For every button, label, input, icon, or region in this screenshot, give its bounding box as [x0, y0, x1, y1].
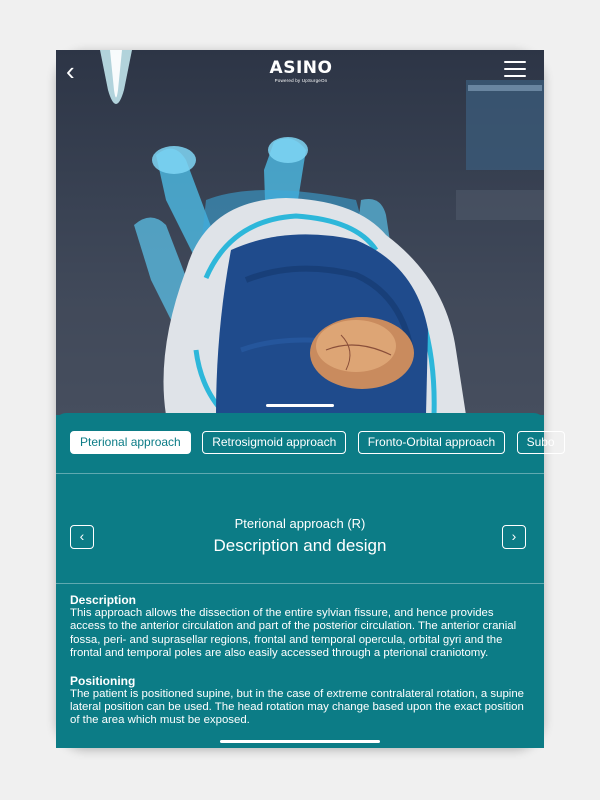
- section-subtitle: Pterional approach (R): [234, 516, 366, 531]
- section-title: Description and design: [213, 536, 387, 555]
- description-heading: Description: [70, 593, 137, 607]
- chevron-left-icon: ‹: [79, 528, 85, 544]
- tab-subo-approach[interactable]: Subo: [517, 431, 565, 454]
- chevron-right-icon: ›: [511, 528, 517, 544]
- next-section-button[interactable]: [502, 525, 526, 549]
- back-button[interactable]: [66, 56, 90, 86]
- home-indicator[interactable]: [220, 740, 380, 743]
- menu-button[interactable]: [504, 61, 526, 81]
- section-header: [56, 473, 544, 583]
- surgical-scene-illustration: [56, 50, 544, 415]
- hero-scroll-indicator: [266, 404, 334, 407]
- section-content[interactable]: [70, 593, 532, 743]
- device-screen: [56, 50, 555, 748]
- app-logo: [264, 58, 338, 88]
- positioning-heading: Positioning: [70, 673, 136, 688]
- approach-info-panel: [56, 413, 555, 748]
- surgical-scene-view[interactable]: [56, 50, 544, 415]
- top-navigation-bar: [56, 50, 544, 96]
- panel-divider-bottom: [56, 583, 544, 584]
- logo-tagline: Powered by UpSurgeOn: [274, 78, 328, 83]
- positioning-text: The patient is positioned supine, but in the case of extreme contralateral rotation, a supine lateral position can be used. The head rotation may change based upon the exact position of the area which must be exposed.: [70, 687, 525, 727]
- logo-wordmark: ASINO: [269, 58, 333, 78]
- previous-section-button[interactable]: [70, 525, 94, 549]
- tab-retrosigmoid-approach[interactable]: Retrosigmoid approach: [202, 431, 346, 454]
- hamburger-menu-icon: [504, 61, 526, 77]
- description-text: This approach allows the dissection of the entire sylvian fissure, and hence provides access to the anterior circulation and part of the posterior circulation. The anterior cranial fossa, peri- and suprasellar regions, frontal and temporal opercula, orbital gyri and the frontal and temporal poles are also easily accessed through a pterional craniotomy.: [70, 607, 517, 660]
- approach-tabs: [70, 431, 555, 455]
- chevron-left-icon: ‹: [66, 56, 75, 86]
- tab-fronto-orbital-approach[interactable]: Fronto-Orbital approach: [358, 431, 505, 454]
- tab-pterional-approach[interactable]: Pterional approach: [70, 431, 191, 454]
